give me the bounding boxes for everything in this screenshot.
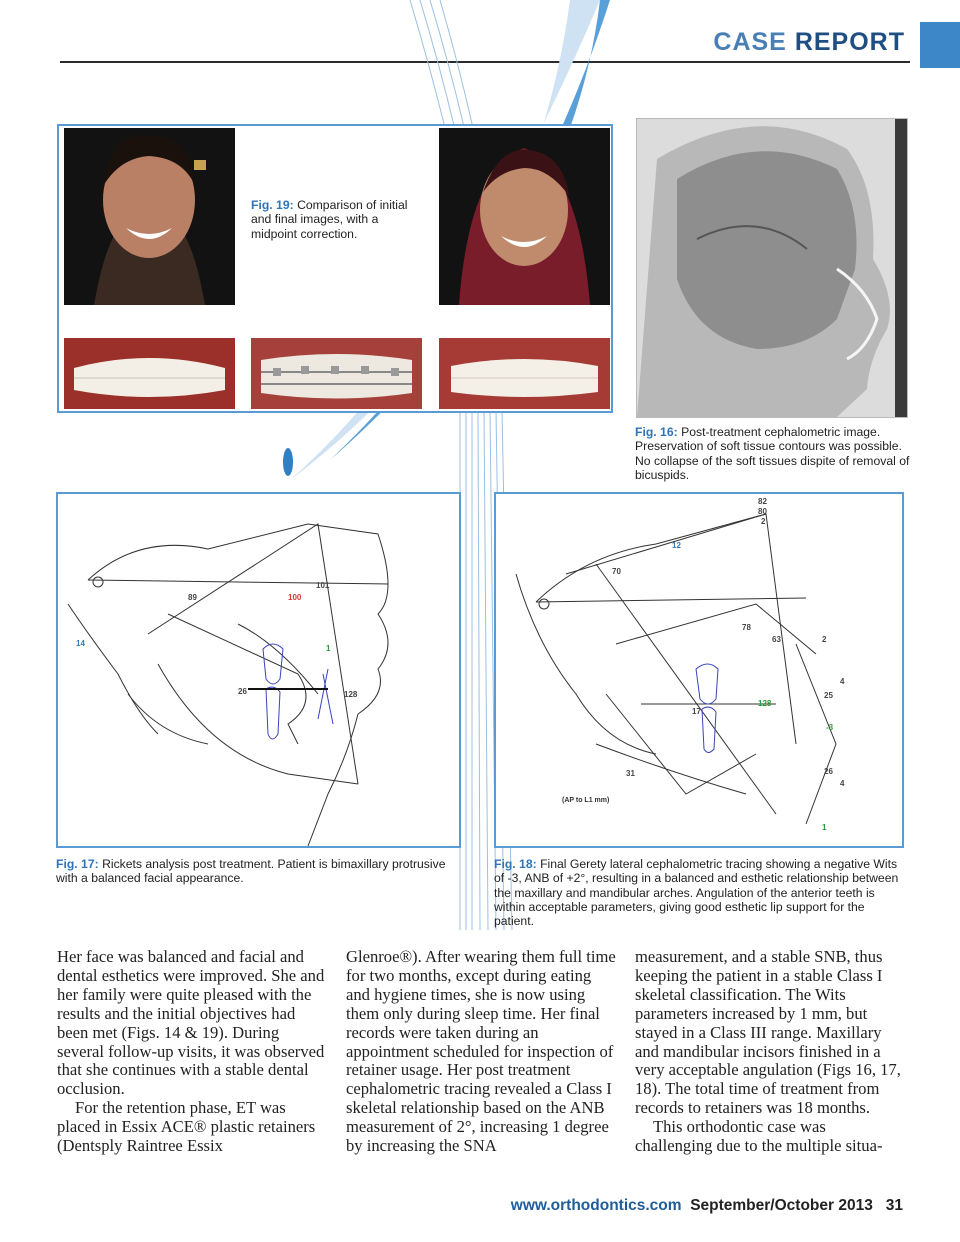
initial-face-photo: [64, 128, 235, 305]
fig16-caption: Fig. 16: Post-treatment cephalometric image. Preservation of soft tissue contours was possible. No collapse of the soft tissues dispite of removal of bicuspids.: [635, 425, 910, 482]
fig19-photo-panel: [57, 124, 613, 413]
initial-teeth-photo: [64, 338, 235, 409]
midpoint-teeth-photo: [251, 338, 422, 409]
fig16-cephalometric-xray: [636, 118, 908, 418]
header-tab: [920, 22, 960, 68]
fig17-value-f: 128: [344, 690, 358, 699]
body-column-2: [346, 948, 616, 1156]
fig18-value-80: 80: [758, 507, 767, 516]
fig18-value-82: 82: [758, 497, 767, 506]
body-paragraph: For the retention phase, ET was placed in Essix ACE® plastic retainers (Dentsply Raintree Essix: [57, 1098, 316, 1156]
fig17-caption: Fig. 17: Rickets analysis post treatment. Patient is bimaxillary protrusive with a balanced facial appearance.: [56, 857, 446, 886]
fig17-value-g: 1: [326, 644, 331, 653]
final-teeth-photo: [439, 338, 610, 409]
fig18-value-25: 25: [824, 691, 833, 700]
footer-page-number: 31: [885, 1197, 903, 1214]
page-footer: [511, 1197, 903, 1215]
fig18-note: (AP to L1 mm): [562, 797, 610, 804]
fig18-value-4b: 4: [840, 779, 845, 788]
fig18-value-17: 17: [692, 707, 701, 716]
body-paragraph: This orthodontic case was challenging due to the multiple situa-: [635, 1117, 883, 1156]
body-column-3: [635, 948, 905, 1156]
body-paragraph: Her face was balanced and facial and dental esthetics were improved. She and her family were quite pleased with the results and the initial objectives had been met (Figs. 14 & 19). During several follow-up visits, it was observed that she continues with a stable dental occlusion.: [57, 947, 325, 1099]
body-paragraph: measurement, and a stable SNB, thus keeping the patient in a stable Class I skeletal classification. The Wits parameters increased by 1 mm, but stayed in a Class III range. Maxillary and mandibular incisors finished in a very acceptable angulation (Figs 16, 17, 18). The total time of treatment from records to retainers was 18 months.: [635, 947, 901, 1118]
body-column-1: [57, 948, 327, 1156]
fig17-value-b: 100: [288, 593, 302, 602]
fig19-caption: Fig. 19: Comparison of initial and final images, with a midpoint correction.: [251, 198, 408, 241]
fig18-caption: Fig. 18: Final Gerety lateral cephalometric tracing showing a negative Wits of -3, ANB of +2°, resulting in a balanced and esthetic relationship between the maxillary and mandibular arches. Angulation of the anterior teeth is within acceptable parameters, giving good esthetic lip support for the patient.: [494, 857, 899, 929]
fig17-value-c: 101: [316, 581, 330, 590]
fig18-value-128: 128: [758, 699, 772, 708]
body-paragraph: Glenroe®). After wearing them full time for two months, except during eating and hygiene times, she is now using them only during sleep time. Her final records were taken during an appointment scheduled for inspection of retainer usage. Her post treatment cephalometric tracing revealed a Class I skeletal relationship based on the ANB measurement of 2°, increasing 1 degree by increasing the SNA: [346, 947, 616, 1156]
fig18-value-78: 78: [742, 623, 751, 632]
footer-url[interactable]: www.orthodontics.com: [510, 1197, 682, 1214]
fig17-value-d: 14: [76, 639, 85, 648]
footer-issue: September/October 2013: [690, 1197, 873, 1214]
fig18-value-31: 31: [626, 769, 635, 778]
fig17-value-e: 26: [238, 687, 247, 696]
fig18-value-26: 26: [824, 767, 833, 776]
fig18-value-63: 63: [772, 635, 781, 644]
fig17-value-a: 89: [188, 593, 197, 602]
fig18-value-4a: 4: [840, 677, 845, 686]
fig18-value-12: 12: [672, 541, 681, 550]
fig18-value-2a: 2: [761, 517, 766, 526]
fig18-value-70: 70: [612, 567, 621, 576]
section-title: CASE REPORT: [713, 28, 905, 56]
final-face-photo: [439, 128, 610, 305]
fig18-value-1: 1: [822, 823, 827, 832]
fig18-value-minus3: -3: [826, 723, 834, 732]
fig18-value-2b: 2: [822, 635, 827, 644]
fig17-rickets-tracing: [56, 492, 461, 848]
fig18-gerety-tracing: [494, 492, 904, 848]
